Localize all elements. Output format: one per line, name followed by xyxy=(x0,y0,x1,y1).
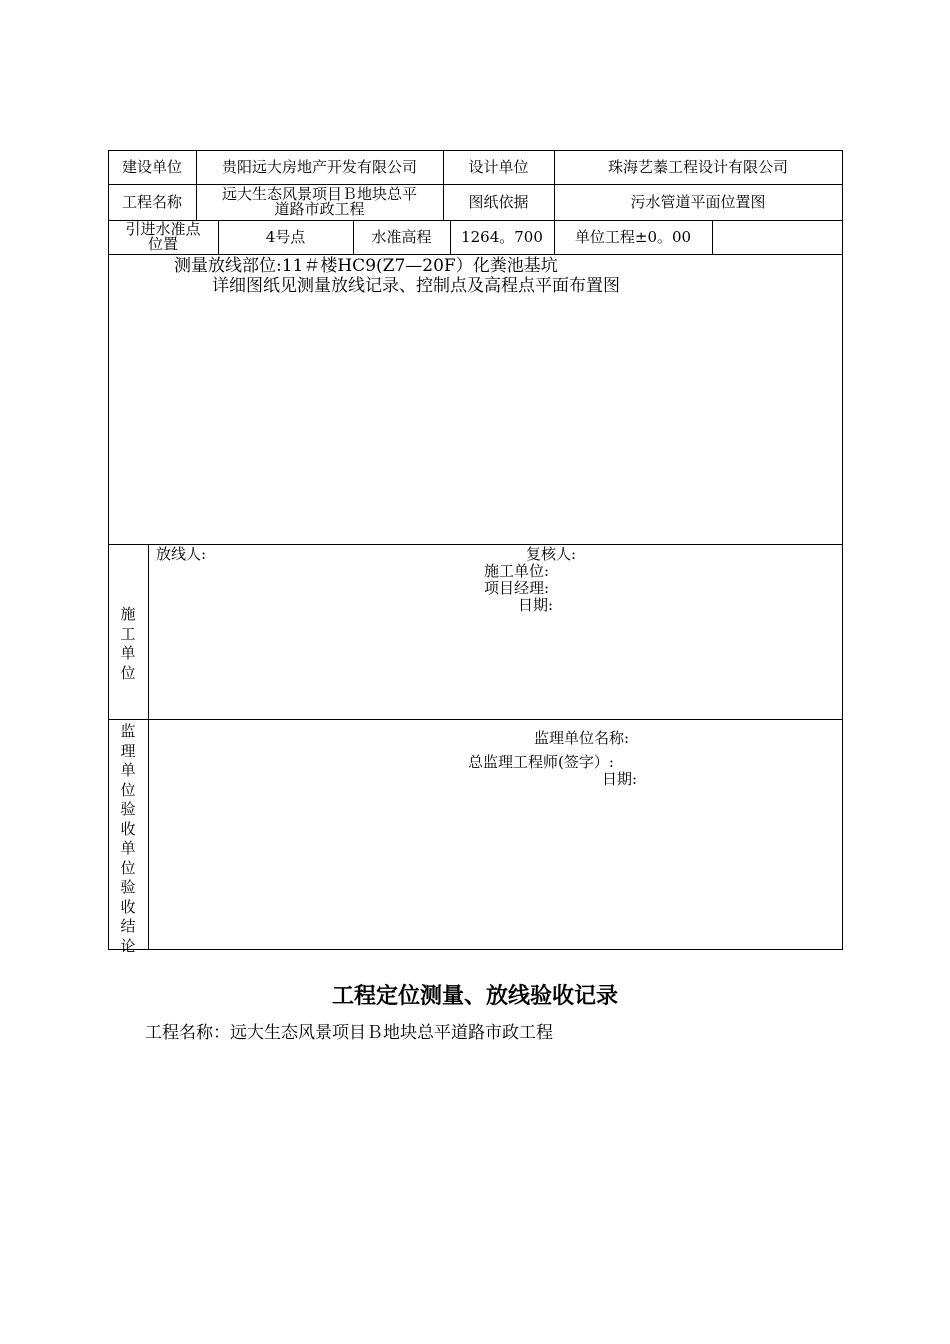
project-name-label: 工程名称 xyxy=(121,192,182,211)
acceptance-form xyxy=(108,150,843,955)
benchmark-location-line2: 位置 xyxy=(147,235,178,253)
design-unit-value: 珠海艺蓁工程设计有限公司 xyxy=(607,157,788,176)
survey-detail-note: 详细图纸见测量放线记录、控制点及高程点平面布置图 xyxy=(212,276,620,296)
construction-unit-label: 建设单位 xyxy=(121,157,182,176)
benchmark-elevation-value: 1264。700 xyxy=(461,227,543,246)
drawing-basis-label: 图纸依据 xyxy=(468,192,529,211)
construction-unit-sign: 施工单位: xyxy=(484,562,550,580)
benchmark-location-line1: 引进水准点 xyxy=(125,220,201,238)
benchmark-location-label xyxy=(108,220,218,254)
supervision-date: 日期: xyxy=(602,770,638,788)
construction-unit-value: 贵阳远大房地产开发有限公司 xyxy=(221,157,417,176)
grid-line xyxy=(108,544,843,545)
project-name-line1: 远大生态风景项目Ｂ地块总平 xyxy=(221,185,417,203)
checker: 复核人: xyxy=(526,545,577,563)
unit-zero-elevation: 单位工程±0。00 xyxy=(574,227,692,246)
supervision-unit-name: 监理单位名称: xyxy=(534,729,630,747)
page-title: 工程定位测量、放线验收记录 xyxy=(331,983,618,1009)
benchmark-elevation-label: 水准高程 xyxy=(371,227,432,246)
grid-line xyxy=(108,949,843,950)
grid-line xyxy=(148,544,149,950)
construction-date: 日期: xyxy=(518,596,554,614)
layout-person: 放线人: xyxy=(156,545,207,563)
project-manager-sign: 项目经理: xyxy=(484,579,550,597)
project-name-line: 工程名称：远大生态风景项目Ｂ地块总平道路市政工程 xyxy=(145,1023,553,1043)
chief-engineer-sign: 总监理工程师(签字）: xyxy=(468,753,614,771)
survey-location: 测量放线部位:11＃楼HC9(Z7—20F）化粪池基坑 xyxy=(174,256,558,276)
construction-side-label: 施 工 单 位 xyxy=(120,605,136,682)
grid-line xyxy=(842,150,843,950)
design-unit-label: 设计单位 xyxy=(468,157,529,176)
grid-line xyxy=(108,719,843,720)
blank-cell xyxy=(712,220,842,254)
supervision-side-label: 监 理 单 位 验 收 单 位 验 收 结 论 xyxy=(120,722,136,955)
project-name-value xyxy=(196,184,443,220)
grid-line xyxy=(108,254,843,255)
benchmark-location-value: 4号点 xyxy=(265,227,306,246)
drawing-basis-value: 污水管道平面位置图 xyxy=(630,192,766,211)
project-name-line2: 道路市政工程 xyxy=(274,200,365,218)
